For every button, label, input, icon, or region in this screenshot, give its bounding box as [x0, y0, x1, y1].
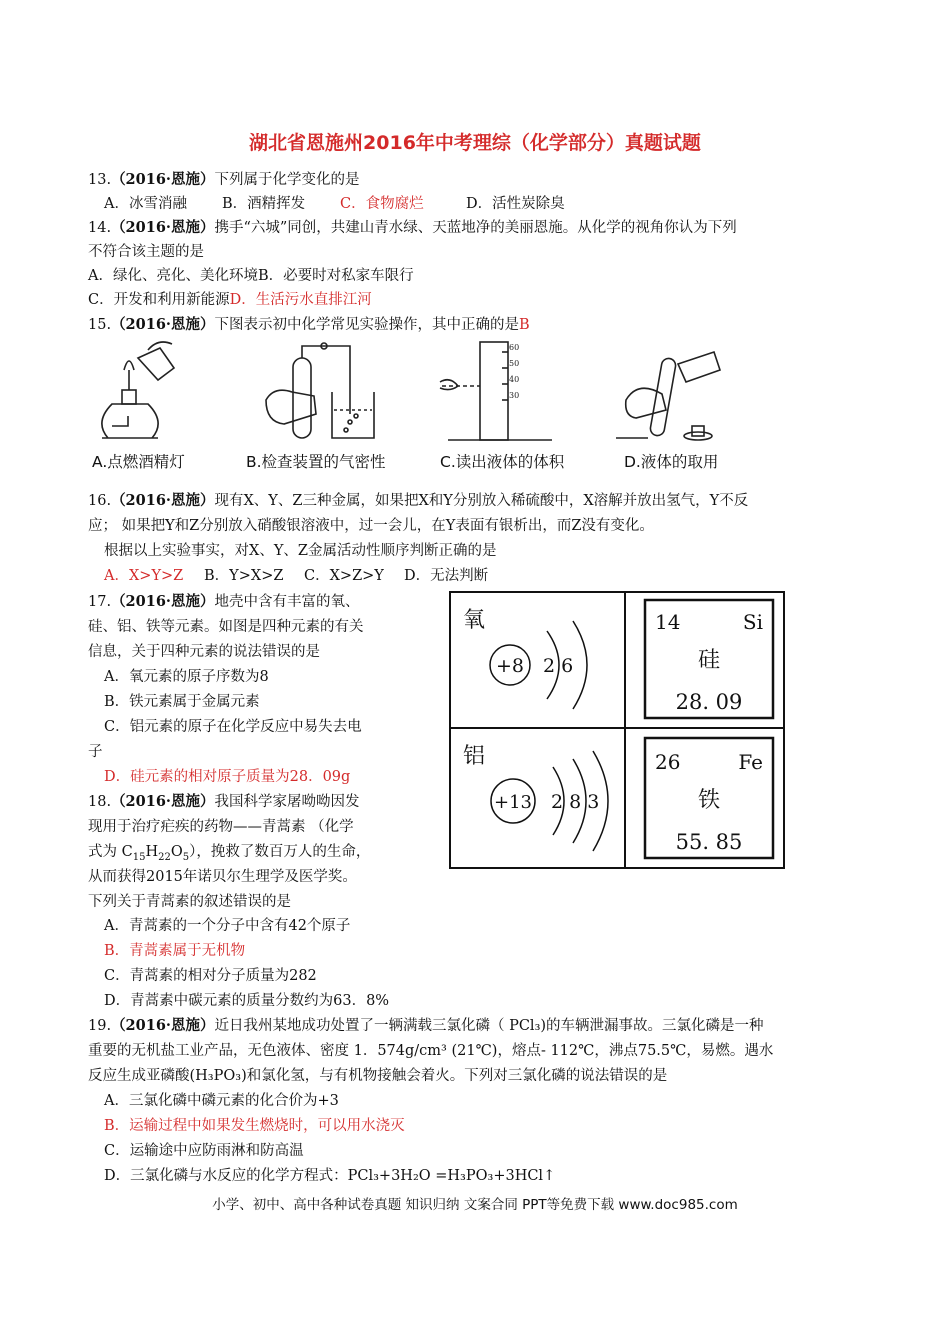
question-16-stem-cont: 应； 如果把Y和Z分别放入硝酸银溶液中，过一会儿，在Y表面有银析出，而Z没有变化。 [88, 518, 654, 534]
figure-caption-d: D.液体的取用 [624, 453, 719, 471]
question-18-option-b: B．青蒿素属于无机物 [104, 943, 246, 959]
silicon-number: 14 [655, 610, 681, 634]
silicon-symbol: Si [742, 610, 763, 634]
question-19-stem-cont: 重要的无机盐工业产品，无色液体、密度 1．574g/cm³ (21℃)，熔点- 112℃，沸点75.5℃，易燃。遇水 [88, 1043, 774, 1059]
question-18-option-a: A．青蒿素的一个分子中含有42个原子 [104, 918, 351, 934]
question-16-stem-cont2: 根据以上实验事实，对X、Y、Z金属活动性顺序判断正确的是 [104, 543, 497, 559]
question-14-option-cd: C．开发和利用新能源D．生活污水直排江河 [88, 292, 372, 308]
question-13-options: A．冰雪消融 B．酒精挥发 C．食物腐烂 D．活性炭除臭 [104, 196, 565, 212]
cylinder-tick-30: 30 [509, 391, 520, 400]
question-16-options: A．X>Y>Z B．Y>X>Z C．X>Z>Y D．无法判断 [104, 568, 489, 584]
alcohol-lamp-illustration [102, 342, 174, 438]
question-17-stem-cont2: 信息，关于四种元素的说法错误的是 [88, 644, 320, 660]
question-18-option-d: D．青蒿素中碳元素的质量分数约为63．8% [104, 993, 390, 1009]
cylinder-tick-60: 60 [509, 343, 520, 352]
silicon-name: 硅 [697, 648, 721, 673]
question-17-stem-cont: 硅、铝、铁等元素。如图是四种元素的有关 [88, 619, 364, 635]
graduated-cylinder-illustration [440, 342, 552, 440]
iron-symbol: Fe [738, 750, 763, 774]
oxygen-name: 氧 [463, 608, 486, 633]
question-14-option-ab: A．绿化、亮化、美化环境B．必要时对私家车限行 [88, 268, 414, 284]
page-title: 湖北省恩施州2016年中考理综（化学部分）真题试题 [249, 132, 701, 154]
page-footer: 小学、初中、高中各种试卷真题 知识归纳 文案合同 PPT等免费下载 www.doc985.com [212, 1197, 738, 1213]
figure-caption-b: B.检查装置的气密性 [246, 453, 386, 471]
cylinder-tick-40: 40 [509, 375, 520, 384]
question-18-stem-cont3: 从而获得2015年诺贝尔生理学及医学奖。 [88, 869, 357, 885]
question-15-stem: 15.（2016·恩施）下图表示初中化学常见实验操作，其中正确的是B [88, 316, 530, 333]
question-18-formula-line: 式为 $C_{15}H_{22}O_5$），挽救了数百万人的生命， [88, 844, 371, 863]
question-18-stem-cont: 现用于治疗疟疾的药物——青蒿素 （化学 [88, 819, 354, 835]
question-18-option-c: C．青蒿素的相对分子质量为282 [104, 968, 317, 984]
liquid-pouring-illustration [616, 352, 720, 440]
aluminum-name: 铝 [463, 744, 486, 769]
iron-number: 26 [655, 750, 681, 774]
lab-operations-figure [88, 340, 768, 450]
question-18-stem: 18.（2016·恩施）我国科学家屠呦呦因发 [88, 793, 360, 810]
question-19-option-a: A．三氯化磷中磷元素的化合价为+3 [104, 1093, 339, 1109]
question-14-stem-cont: 不符合该主题的是 [88, 244, 204, 260]
question-18-stem-cont4: 下列关于青蒿素的叙述错误的是 [88, 894, 291, 910]
question-17-stem: 17.（2016·恩施）地壳中含有丰富的氧、 [88, 593, 360, 610]
question-19-stem: 19.（2016·恩施）近日我州某地成功处置了一辆满载三氯化磷（ PCl₃)的车辆泄漏事故。三氯化磷是一种 [88, 1017, 764, 1034]
question-19-option-d: D．三氯化磷与水反应的化学方程式：PCl₃+3H₂O =H₃PO₃+3HCl↑ [104, 1168, 556, 1184]
element-info-figure [449, 591, 785, 869]
question-17-option-a: A．氧元素的原子序数为8 [104, 669, 269, 685]
question-17-option-c-cont: 子 [88, 744, 103, 760]
silicon-mass: 28. 09 [675, 690, 743, 714]
aluminum-shells: 2 8 3 [551, 791, 600, 813]
iron-mass: 55. 85 [675, 830, 743, 854]
question-17-option-c: C．铝元素的原子在化学反应中易失去电 [104, 719, 362, 735]
answer-mark: B [518, 317, 530, 333]
aluminum-nucleus: +13 [494, 792, 532, 813]
question-19-stem-cont2: 反应生成亚磷酸(H₃PO₃)和氯化氢，与有机物接触会着火。下列对三氯化磷的说法错误的是 [88, 1068, 668, 1084]
oxygen-nucleus: +8 [495, 655, 525, 677]
question-17-option-b: B．铁元素属于金属元素 [104, 694, 260, 710]
figure-caption-c: C.读出液体的体积 [440, 453, 565, 471]
cylinder-tick-50: 50 [509, 359, 520, 368]
question-13-stem: 13.（2016·恩施）下列属于化学变化的是 [88, 171, 360, 188]
figure-caption-a: A.点燃酒精灯 [92, 453, 185, 471]
question-16-stem: 16.（2016·恩施）现有X、Y、Z三种金属，如果把X和Y分别放入稀硫酸中，X溶解并放出氢气，Y不反 [88, 492, 749, 509]
question-19-option-c: C．运输途中应防雨淋和防高温 [104, 1143, 304, 1159]
airtight-check-illustration [266, 343, 374, 438]
iron-name: 铁 [697, 788, 721, 813]
oxygen-shells: 2 6 [543, 655, 574, 677]
question-17-option-d: D．硅元素的相对原子质量为28．09g [104, 769, 351, 785]
question-19-option-b: B．运输过程中如果发生燃烧时，可以用水浇灭 [104, 1118, 405, 1134]
question-14-stem: 14.（2016·恩施）携手“六城”同创，共建山青水绿、天蓝地净的美丽恩施。从化学的视角你认为下列 [88, 219, 737, 236]
